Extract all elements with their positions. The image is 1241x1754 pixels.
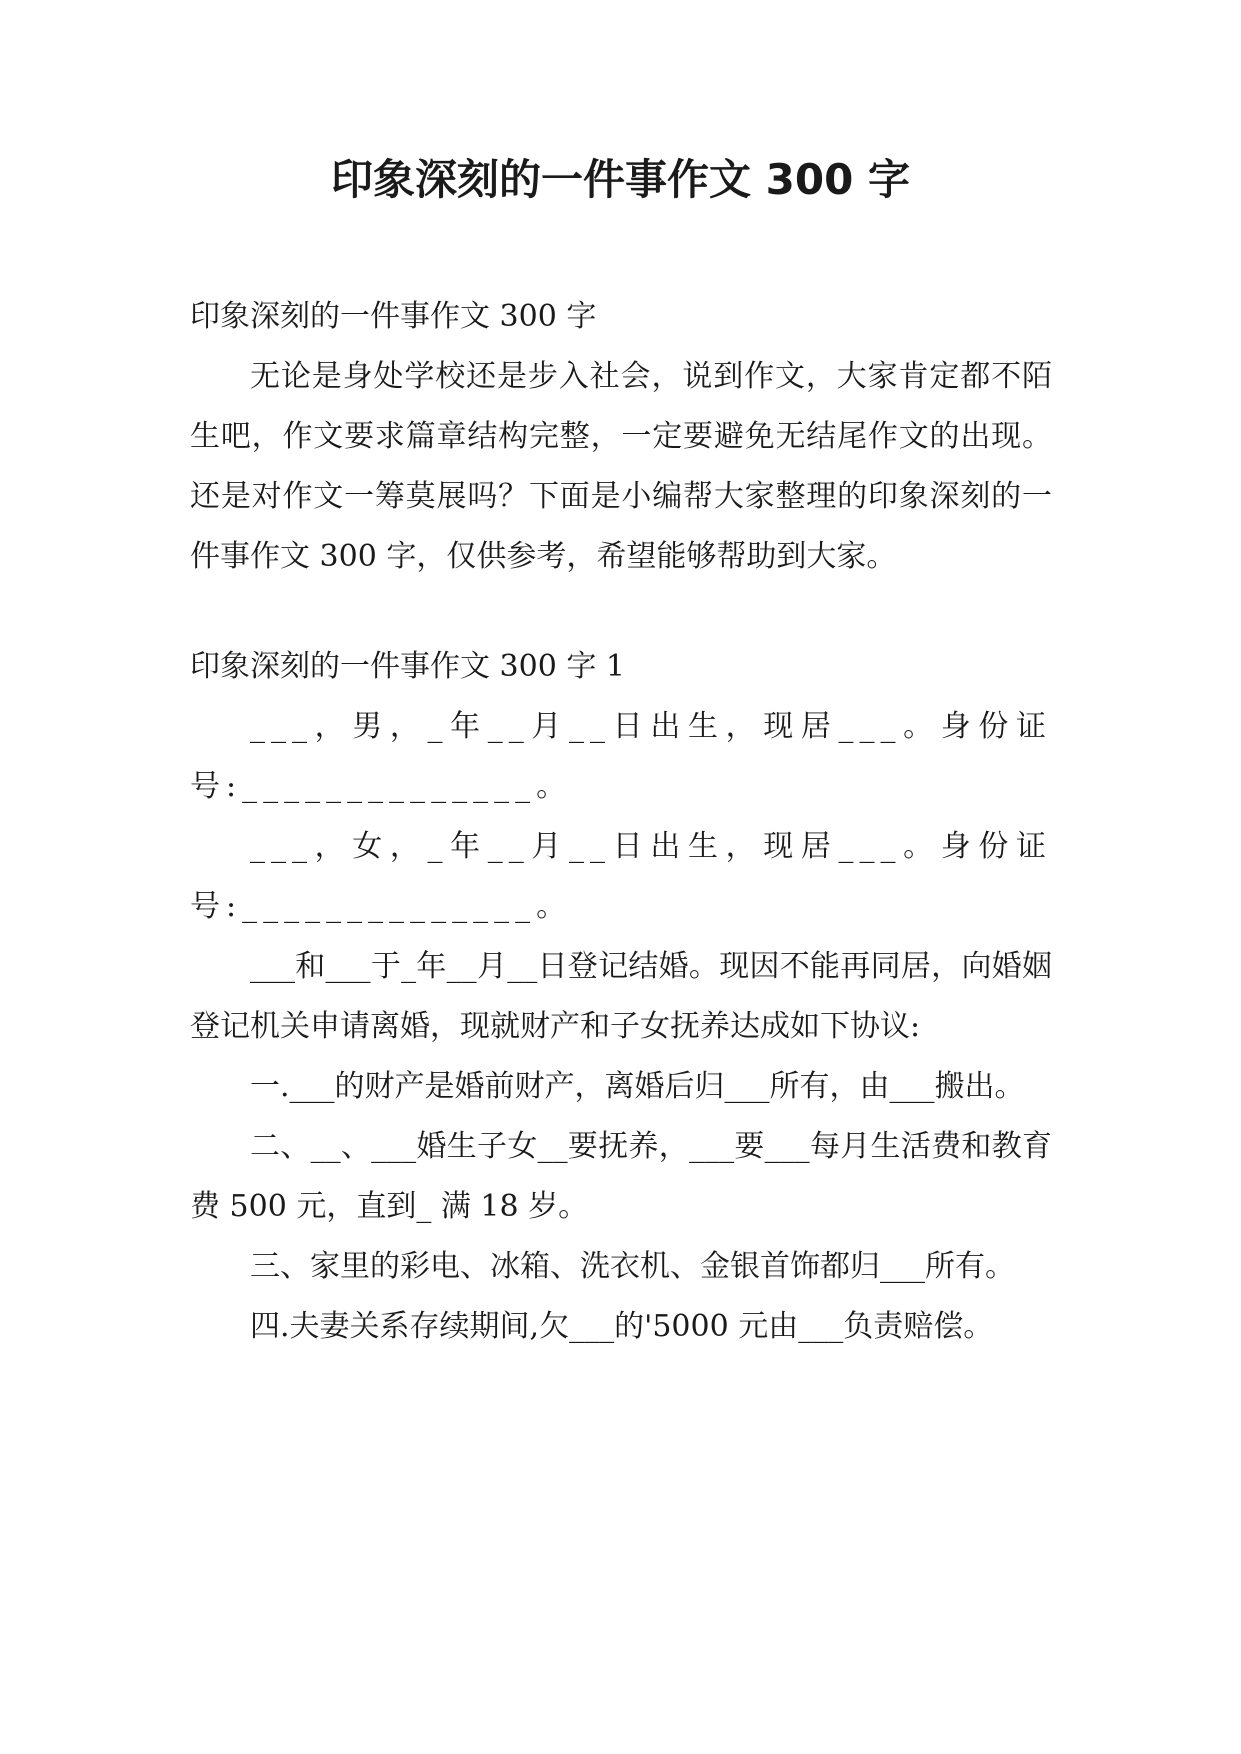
subtitle: 印象深刻的一件事作文 300 字: [190, 299, 597, 334]
section-spacer: [190, 587, 1052, 637]
section-heading: 印象深刻的一件事作文 300 字 1: [190, 649, 625, 684]
paragraph-clause-2: 二、__、___婚生子女__要抚养，___要___每月生活费和教育费 500 元，直到_ 满 18 岁。: [190, 1129, 1052, 1224]
paragraph-clause-3: 三、家里的彩电、冰箱、洗衣机、金银首饰都归___所有。: [250, 1249, 1015, 1284]
document-body: [190, 287, 1052, 1357]
paragraph-clause-1: 一.___的财产是婚前财产，离婚后归___所有，由___搬出。: [250, 1069, 1025, 1104]
intro-paragraph: 无论是身处学校还是步入社会，说到作文，大家肯定都不陌生吧，作文要求篇章结构完整，一定要避免无结尾作文的出现。还是对作文一筹莫展吗？下面是小编帮大家整理的印象深刻的一件事作文 300 字，仅供参考，希望能够帮助到大家。: [190, 359, 1052, 574]
paragraph-male-info: ___，男，_年__月__日出生，现居___。身份证号:______________。: [190, 709, 1052, 804]
paragraph-marriage: ___和___于_年__月__日登记结婚。现因不能再同居，向婚姻登记机关申请离婚，现就财产和子女抚养达成如下协议:: [190, 949, 1052, 1044]
paragraph-clause-4: 四.夫妻关系存续期间,欠___的'5000 元由___负责赔偿。: [250, 1309, 994, 1344]
document-title: 印象深刻的一件事作文 300 字: [331, 155, 910, 204]
paragraph-female-info: ___，女，_年__月__日出生，现居___。身份证号:______________。: [190, 829, 1052, 924]
